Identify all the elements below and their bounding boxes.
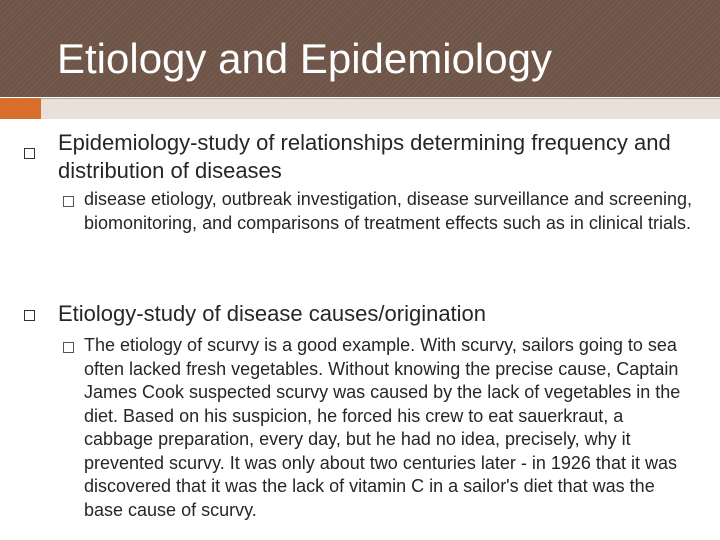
bullet-epidemiology: Epidemiology-study of relationships determining frequency and distribution of diseases bbox=[58, 130, 671, 183]
slide-title: Etiology and Epidemiology bbox=[57, 35, 552, 82]
sub-bullet-scurvy-example: The etiology of scurvy is a good example. With scurvy, sailors going to sea often lacked fresh vegetables. Without knowing the precise cause, Captain James Cook suspected scurvy was caused by the lack of vegetables in the diet. Based on his suspicion, he forced his crew to eat sauerkraut, a cabbage preparation, every day, but he had no idea, precisely, why it prevented scurvy. It was only about two centuries later - in 1926 that it was discovered that it was the lack of vitamin C in a sailor's diet that was the base cause of scurvy. bbox=[84, 335, 681, 520]
hollow-square-icon bbox=[24, 148, 35, 159]
slide-body bbox=[0, 119, 720, 540]
slide-header bbox=[0, 0, 720, 97]
hollow-square-icon bbox=[24, 310, 35, 321]
bullet-etiology: Etiology-study of disease causes/origination bbox=[58, 301, 487, 326]
hollow-square-icon bbox=[63, 342, 74, 353]
accent-bar bbox=[41, 98, 720, 119]
hollow-square-icon bbox=[63, 196, 74, 207]
sub-bullet-epidemiology-uses: disease etiology, outbreak investigation, disease surveillance and screening, biomonitoring, and comparisons of treatment effects such as in clinical trials. bbox=[84, 189, 693, 233]
accent-orange-block bbox=[0, 98, 41, 119]
